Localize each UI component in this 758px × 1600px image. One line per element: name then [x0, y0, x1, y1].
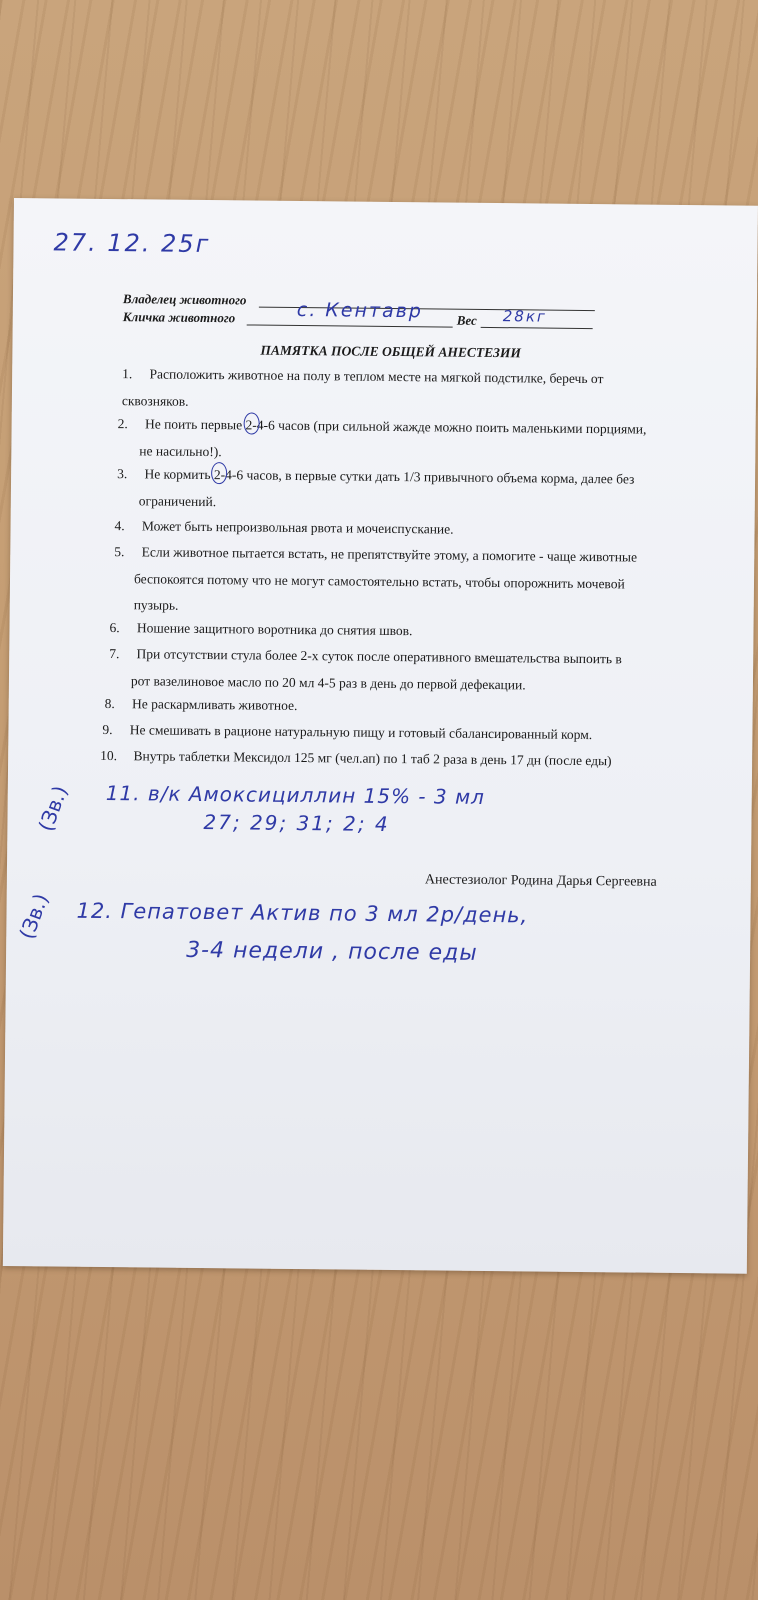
handwritten-item-12-continuation: 3-4 недели , после еды	[186, 937, 478, 966]
list-item-10	[100, 743, 612, 774]
list-item-6	[109, 615, 412, 644]
handwritten-item-11: 11. в/к Амоксициллин 15% - 3 мл	[105, 780, 486, 809]
item-text: При отсутствии стула более 2-х суток после оперативного вмешательства выпоить в	[136, 646, 622, 667]
weight-label: Вес	[456, 312, 477, 328]
list-item-5-continuation-2: пузырь.	[133, 597, 179, 613]
pet-name-value: с. Кентавр	[296, 298, 424, 323]
list-item-5-continuation: беспокоятся потому что не могут самостоятельно встать, чтобы опорожнить мочевой	[133, 571, 625, 592]
item-text: Если животное пытается встать, не препятствуйте этому, а помогите - чаще животные	[141, 544, 638, 565]
item-number: 9.	[102, 721, 113, 738]
list-item-2	[118, 411, 647, 443]
item-text: Не раскармливать животное.	[132, 696, 298, 713]
item-number: 6.	[109, 620, 120, 636]
handwritten-mark-11: (Зв.)	[33, 782, 73, 835]
item-text: Не поить первые 2-4-6 часов (при сильной жажде можно поить маленькими порциями,	[144, 416, 647, 437]
item-number: 8.	[104, 695, 115, 712]
anesthesia-memo-sheet	[3, 198, 758, 1274]
weight-line	[481, 327, 593, 329]
list-item-5	[114, 539, 637, 570]
item-text: Расположить животное на полу в теплом месте на мягкой подстилке, беречь от	[149, 366, 604, 387]
weight-value: 28кг	[502, 307, 547, 326]
memo-title: ПАМЯТКА ПОСЛЕ ОБЩЕЙ АНЕСТЕЗИИ	[260, 342, 522, 361]
list-item-1	[122, 361, 604, 392]
handwritten-date: 27. 12. 25г	[53, 228, 211, 259]
list-item-4	[114, 513, 453, 543]
item-number: 7.	[109, 646, 120, 662]
handwritten-mark-12: (Зв.)	[14, 890, 54, 943]
list-item-7	[109, 641, 622, 672]
pet-name-line	[247, 324, 453, 327]
item-number: 2.	[117, 416, 128, 432]
item-text: Внутрь таблетки Мексидол 125 мг (чел.ап) по 1 таб 2 раза в день 17 дн (после еды)	[133, 748, 612, 769]
list-item-3	[117, 461, 635, 492]
list-item-8	[105, 691, 298, 719]
item-number: 10.	[100, 747, 118, 764]
list-item-7-continuation: рот вазелиновое масло по 20 мл 4-5 раз в день до первой дефекации.	[130, 673, 526, 693]
item-text: Не кормить 2-4-6 часов, в первые сутки дать 1/3 привычного объема корма, далее без	[144, 466, 635, 487]
handwritten-item-11-dates: 27; 29; 31; 2; 4	[203, 810, 390, 836]
item-number: 4.	[114, 518, 125, 534]
pet-name-label: Кличка животного	[122, 309, 236, 326]
list-item-1-continuation: сквозняков.	[121, 393, 189, 409]
anesthesiologist-signature: Анестезиолог Родина Дарья Сергеевна	[424, 872, 657, 890]
list-item-3-continuation: ограничений.	[138, 493, 217, 510]
item-text: Не смешивать в рационе натуральную пищу и готовый сбалансированный корм.	[129, 722, 593, 743]
item-text: Ношение защитного воротника до снятия швов.	[136, 620, 413, 639]
item-number: 5.	[114, 544, 125, 560]
list-item-2-continuation: не насильно!).	[139, 443, 222, 460]
item-text: Может быть непроизвольная рвота и мочеиспускание.	[141, 518, 454, 537]
handwritten-item-12: 12. Гепатовет Актив по 3 мл 2р/день,	[76, 898, 529, 928]
item-number: 1.	[122, 366, 133, 382]
item-number: 3.	[117, 466, 128, 482]
owner-label: Владелец животного	[122, 291, 247, 308]
